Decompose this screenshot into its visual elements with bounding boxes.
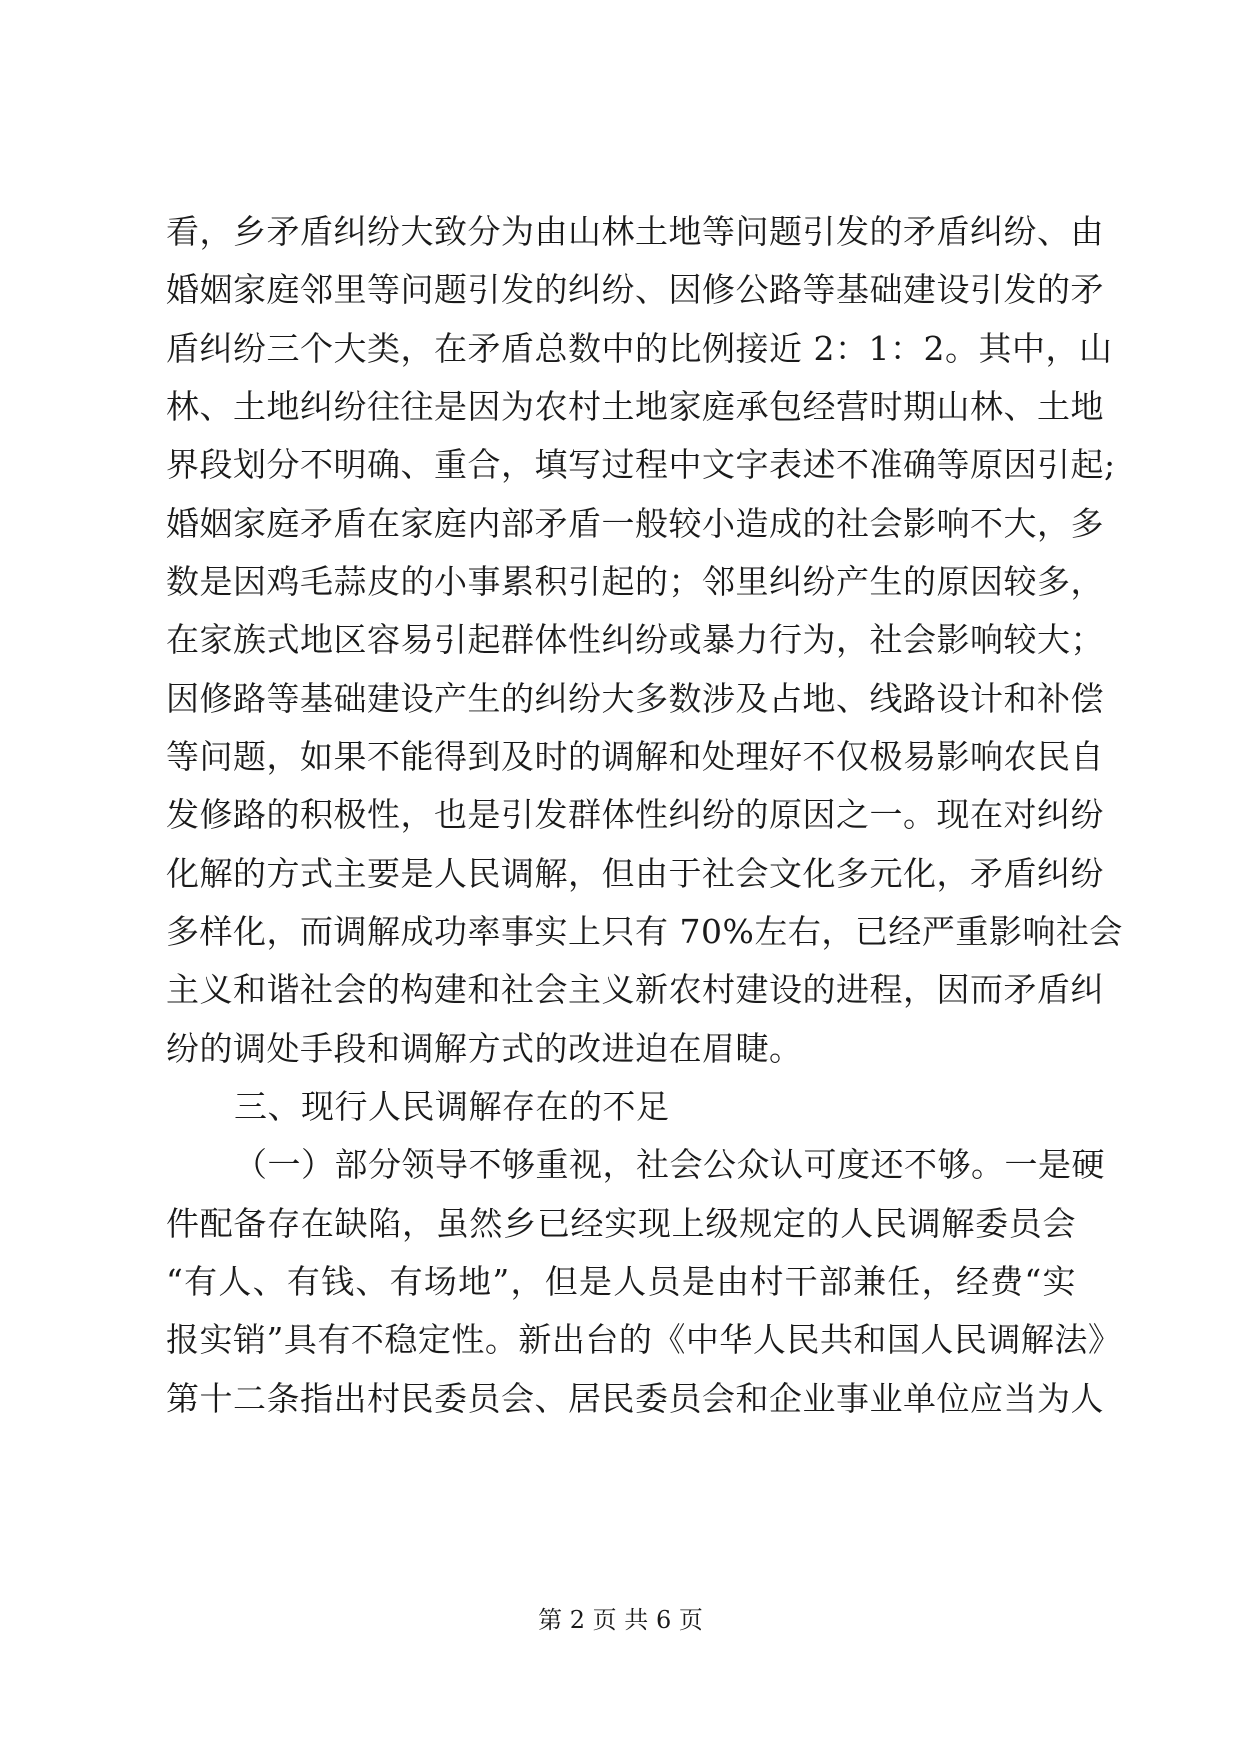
body-line-5: 界段划分不明确、重合，填写过程中文字表述不准确等原因引起; — [166, 445, 1116, 484]
body-line-11: 发修路的积极性，也是引发群体性纠纷的原因之一。现在对纠纷 — [166, 795, 1104, 834]
page-number-footer: 第 2 页 共 6 页 — [538, 1606, 703, 1634]
body-line-12: 化解的方式主要是人民调解，但由于社会文化多元化，矛盾纠纷 — [166, 854, 1104, 893]
body-line-20: 报实销”具有不稳定性。新出台的《中华人民共和国人民调解法》 — [166, 1320, 1122, 1359]
body-line-8: 在家族式地区容易引起群体性纠纷或暴力行为，社会影响较大； — [166, 620, 1104, 659]
body-line-4: 林、土地纠纷往往是因为农村土地家庭承包经营时期山林、土地 — [166, 387, 1104, 426]
body-line-6: 婚姻家庭矛盾在家庭内部矛盾一般较小造成的社会影响不大，多 — [166, 504, 1104, 543]
body-line-17: （一）部分领导不够重视，社会公众认可度还不够。一是硬 — [234, 1145, 1105, 1184]
body-line-1: 看，乡矛盾纠纷大致分为由山林土地等问题引发的矛盾纠纷、由 — [166, 212, 1104, 251]
body-line-2: 婚姻家庭邻里等问题引发的纠纷、因修公路等基础建设引发的矛 — [166, 270, 1104, 309]
body-line-9: 因修路等基础建设产生的纠纷大多数涉及占地、线路设计和补偿 — [166, 679, 1104, 718]
section-heading: 三、现行人民调解存在的不足 — [234, 1087, 670, 1126]
body-line-14: 主义和谐社会的构建和社会主义新农村建设的进程，因而矛盾纠 — [166, 970, 1104, 1009]
body-line-19: “有人、有钱、有场地”，但是人员是由村干部兼任，经费“实 — [166, 1262, 1076, 1301]
body-line-3: 盾纠纷三个大类，在矛盾总数中的比例接近 2：1：2。其中，山 — [166, 329, 1113, 368]
body-line-15: 纷的调处手段和调解方式的改进迫在眉睫。 — [166, 1029, 803, 1068]
body-line-7: 数是因鸡毛蒜皮的小事累积引起的；邻里纠纷产生的原因较多， — [166, 562, 1104, 601]
body-line-10: 等问题，如果不能得到及时的调解和处理好不仅极易影响农民自 — [166, 737, 1104, 776]
body-line-18: 件配备存在缺陷，虽然乡已经实现上级规定的人民调解委员会 — [166, 1204, 1076, 1243]
body-line-13: 多样化，而调解成功率事实上只有 70%左右，已经严重影响社会 — [166, 912, 1123, 951]
body-line-21: 第十二条指出村民委员会、居民委员会和企业事业单位应当为人 — [166, 1379, 1104, 1418]
